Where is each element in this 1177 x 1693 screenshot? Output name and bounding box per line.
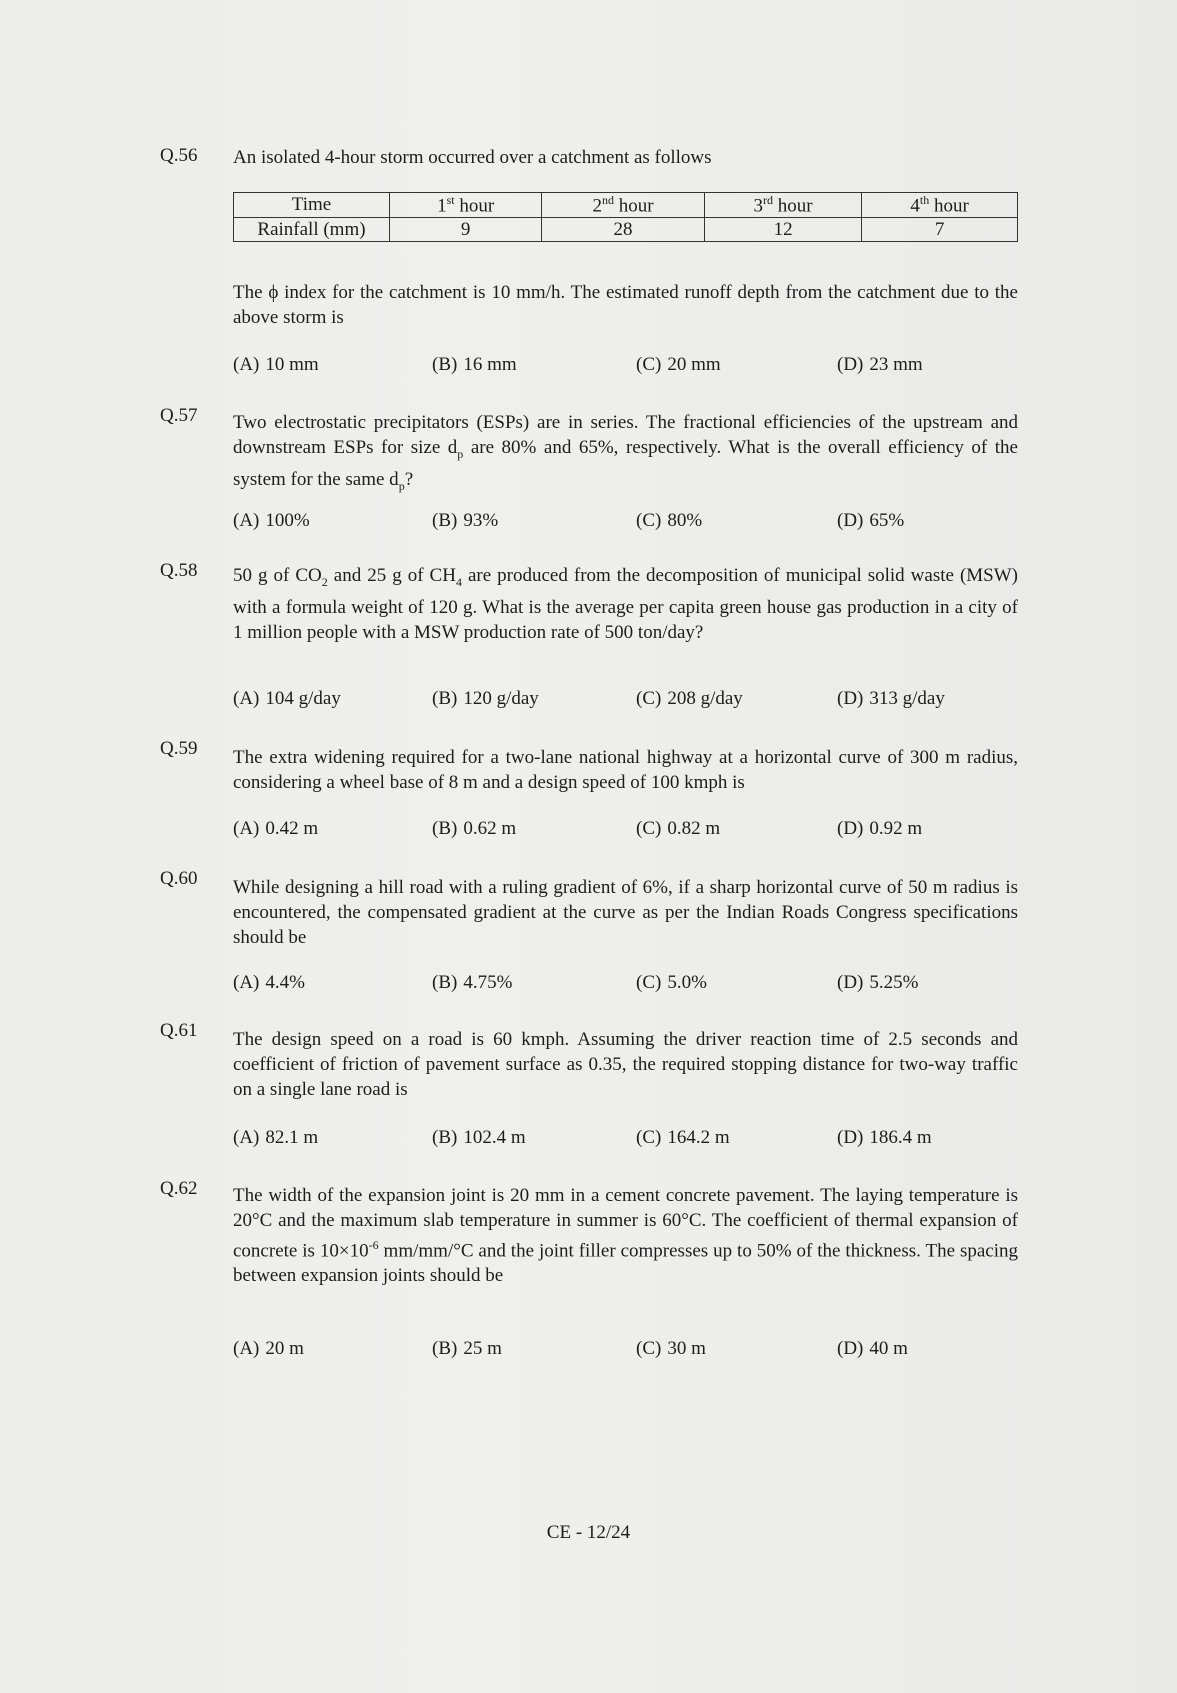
option-b[interactable]: (B) 120 g/day (432, 688, 539, 709)
question-text: The width of the expansion joint is 20 mm in a cement concrete pavement. The laying temperature is 20°C and the maximum slab temperature in summer is 60°C. The coefficient of thermal expansion of concrete is $10\times 10^{-6}$ mm/mm/°C and the joint filler compresses up to 50% of the thickness. The spacing between expansion joints should be (233, 1185, 1018, 1287)
answer-options (233, 688, 1003, 714)
question-number: Q.60 (160, 868, 198, 889)
question-text: The extra widening required for a two-lane national highway at a horizontal curve of 300 m radius, considering a wheel base of 8 m and a design speed of 100 kmph is (233, 747, 1018, 793)
table-cell: 28 (542, 218, 705, 242)
answer-options (233, 972, 1003, 998)
option-d[interactable]: (D) 23 mm (837, 354, 923, 375)
question-number: Q.62 (160, 1178, 198, 1199)
option-a[interactable]: (A) 10 mm (233, 354, 319, 375)
table-cell: Rainfall (mm) (234, 218, 390, 242)
option-a[interactable]: (A) 0.42 m (233, 818, 319, 839)
option-d[interactable]: (D) 186.4 m (837, 1127, 932, 1148)
option-c[interactable]: (C) 5.0% (636, 972, 707, 993)
option-b[interactable]: (B) 0.62 m (432, 818, 517, 839)
option-c[interactable]: (C) 80% (636, 510, 703, 531)
option-c[interactable]: (C) 30 m (636, 1338, 706, 1359)
question-text: While designing a hill road with a ruling gradient of 6%, if a sharp horizontal curve of 50 m radius is encountered, the compensated gradient at the curve as per the Indian Roads Congress specifications should be (233, 877, 1018, 948)
table-header-cell: 3rd hour (704, 193, 861, 218)
option-b[interactable]: (B) 16 mm (432, 354, 517, 375)
option-c[interactable]: (C) 0.82 m (636, 818, 721, 839)
table-cell: 9 (390, 218, 542, 242)
answer-options (233, 510, 1003, 536)
option-c[interactable]: (C) 208 g/day (636, 688, 743, 709)
answer-options (233, 818, 1003, 844)
option-a[interactable]: (A) 104 g/day (233, 688, 341, 709)
option-a[interactable]: (A) 4.4% (233, 972, 305, 993)
answer-options (233, 1127, 1003, 1153)
table-cell: 7 (862, 218, 1018, 242)
answer-options (233, 1338, 1003, 1364)
option-a[interactable]: (A) 100% (233, 510, 310, 531)
option-c[interactable]: (C) 20 mm (636, 354, 721, 375)
page-footer: CE - 12/24 (546, 1522, 631, 1543)
question-text: The design speed on a road is 60 kmph. Assuming the driver reaction time of 2.5 seconds and coefficient of friction of pavement surface as 0.35, the required stopping distance for two-way traffic on a single lane road is (233, 1029, 1018, 1100)
option-c[interactable]: (C) 164.2 m (636, 1127, 730, 1148)
option-b[interactable]: (B) 93% (432, 510, 499, 531)
option-b[interactable]: (B) 25 m (432, 1338, 502, 1359)
option-b[interactable]: (B) 102.4 m (432, 1127, 526, 1148)
table-header-cell: 4th hour (862, 193, 1018, 218)
option-d[interactable]: (D) 0.92 m (837, 818, 923, 839)
table-header-cell: 2nd hour (542, 193, 705, 218)
table-header-cell: 1st hour (390, 193, 542, 218)
question-text: An isolated 4-hour storm occurred over a catchment as follows (233, 147, 712, 168)
question-number: Q.57 (160, 405, 198, 426)
table-row (234, 218, 1018, 242)
question-number: Q.58 (160, 560, 198, 581)
option-b[interactable]: (B) 4.75% (432, 972, 513, 993)
option-d[interactable]: (D) 5.25% (837, 972, 919, 993)
question-text: Two electrostatic precipitators (ESPs) are in series. The fractional efficiencies of the upstream and downstream ESPs for size $d_p$ are 80% and 65%, respectively. What is the overall efficiency of the system for the same $d_p$? (233, 412, 1018, 493)
option-a[interactable]: (A) 20 m (233, 1338, 304, 1359)
question-text: The ϕ index for the catchment is 10 mm/h. The estimated runoff depth from the catchment due to the above storm is (233, 282, 1018, 328)
rainfall-table (233, 192, 1018, 242)
question-number: Q.59 (160, 738, 198, 759)
option-d[interactable]: (D) 313 g/day (837, 688, 945, 709)
question-text: 50 g of $CO_2$ and 25 g of $CH_4$ are produced from the decomposition of municipal solid waste (MSW) with a formula weight of 120 g. What is the average per capita green house gas production in a city of 1 million people with a MSW production rate of 500 ton/day? (233, 565, 1018, 643)
answer-options (233, 354, 1003, 380)
question-number: Q.56 (160, 145, 198, 166)
option-a[interactable]: (A) 82.1 m (233, 1127, 319, 1148)
table-cell: 12 (704, 218, 861, 242)
question-number: Q.61 (160, 1020, 198, 1041)
option-d[interactable]: (D) 40 m (837, 1338, 908, 1359)
table-row (234, 193, 1018, 218)
table-header-cell: Time (234, 193, 390, 218)
option-d[interactable]: (D) 65% (837, 510, 905, 531)
